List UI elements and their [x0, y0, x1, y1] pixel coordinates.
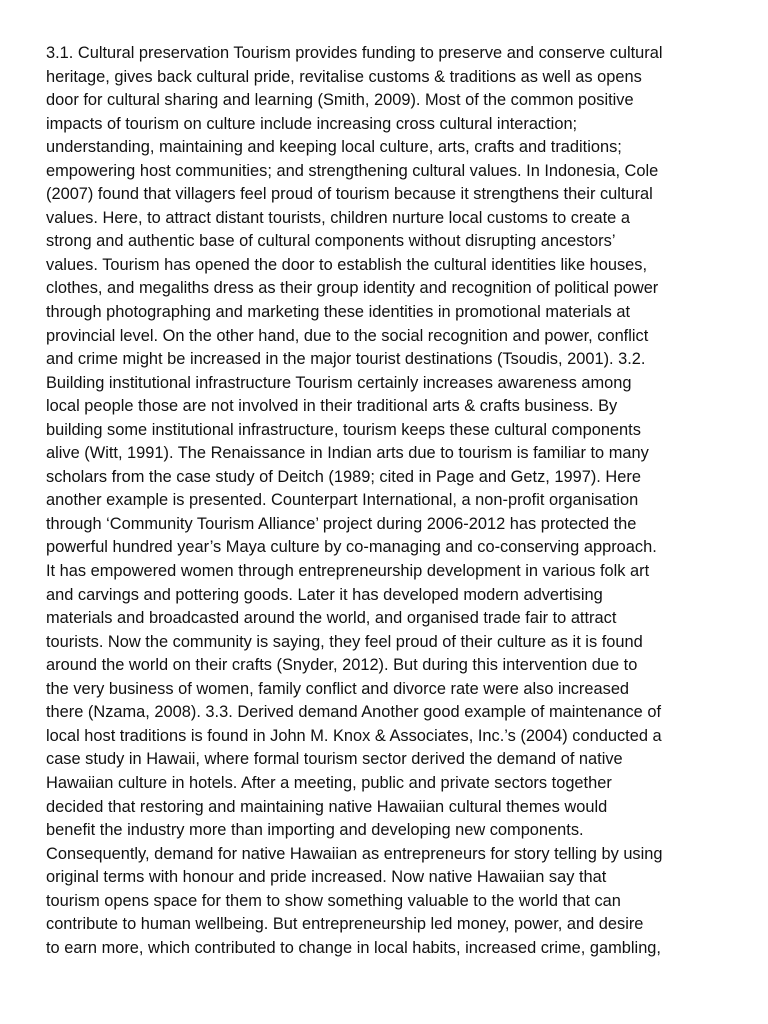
- text-line: It has empowered women through entrepreneurship development in various folk art: [46, 562, 650, 581]
- text-line: decided that restoring and maintaining native Hawaiian cultural themes would: [46, 797, 608, 816]
- text-line: values. Tourism has opened the door to establish the cultural identities like houses,: [46, 255, 648, 274]
- text-line: through ‘Community Tourism Alliance’ project during 2006-2012 has protected the: [46, 514, 637, 533]
- text-line: clothes, and megaliths dress as their group identity and recognition of political power: [46, 279, 659, 298]
- text-line: the very business of women, family conflict and divorce rate were also increased: [46, 679, 630, 698]
- text-line: through photographing and marketing these identities in promotional materials at: [46, 303, 631, 322]
- text-line: another example is presented. Counterpart International, a non-profit organisation: [46, 491, 639, 510]
- text-line: local host traditions is found in John M. Knox & Associates, Inc.’s (2004) conducted a: [46, 726, 662, 745]
- text-line: (2007) found that villagers feel proud of tourism because it strengthens their cultural: [46, 185, 653, 204]
- text-line: to earn more, which contributed to change in local habits, increased crime, gambling,: [46, 938, 661, 957]
- text-line: around the world on their crafts (Snyder, 2012). But during this intervention due to: [46, 656, 638, 675]
- text-line: scholars from the case study of Deitch (1989; cited in Page and Getz, 1997). Here: [46, 467, 641, 486]
- text-line: building some institutional infrastructure, tourism keeps these cultural components: [46, 420, 641, 439]
- text-line: values. Here, to attract distant tourists, children nurture local customs to create a: [46, 208, 630, 227]
- text-line: there (Nzama, 2008). 3.3. Derived demand Another good example of maintenance of: [46, 703, 662, 722]
- text-line: local people those are not involved in their traditional arts & crafts business. By: [46, 397, 618, 416]
- text-line: and carvings and pottering goods. Later it has developed modern advertising: [46, 585, 603, 604]
- text-line: Consequently, demand for native Hawaiian as entrepreneurs for story telling by using: [46, 844, 663, 863]
- text-line: benefit the industry more than importing and developing new components.: [46, 821, 584, 840]
- text-line: strong and authentic base of cultural components without disrupting ancestors’: [46, 232, 616, 251]
- text-line: and crime might be increased in the major tourist destinations (Tsoudis, 2001). 3.2.: [46, 350, 646, 369]
- text-line: impacts of tourism on culture include increasing cross cultural interaction;: [46, 114, 578, 133]
- text-line: empowering host communities; and strengthening cultural values. In Indonesia, Cole: [46, 161, 659, 180]
- text-line: original terms with honour and pride increased. Now native Hawaiian say that: [46, 868, 607, 887]
- text-line: tourists. Now the community is saying, they feel proud of their culture as it is found: [46, 632, 643, 651]
- text-line: materials and broadcasted around the world, and organised trade fair to attract: [46, 609, 617, 628]
- text-line: case study in Hawaii, where formal tourism sector derived the demand of native: [46, 750, 623, 769]
- text-line: heritage, gives back cultural pride, revitalise customs & traditions as well as opens: [46, 67, 642, 86]
- text-line: door for cultural sharing and learning (Smith, 2009). Most of the common positive: [46, 91, 634, 110]
- text-line: alive (Witt, 1991). The Renaissance in Indian arts due to tourism is familiar to many: [46, 444, 649, 463]
- text-line: 3.1. Cultural preservation Tourism provides funding to preserve and conserve cultural: [46, 44, 663, 62]
- text-line: provincial level. On the other hand, due to the social recognition and power, conflict: [46, 326, 649, 345]
- text-line: Hawaiian culture in hotels. After a meeting, public and private sectors together: [46, 773, 612, 792]
- text-line: understanding, maintaining and keeping local culture, arts, crafts and traditions;: [46, 138, 622, 157]
- text-line: contribute to human wellbeing. But entrepreneurship led money, power, and desire: [46, 915, 644, 934]
- body-paragraph: [46, 42, 736, 960]
- text-line: tourism opens space for them to show something valuable to the world that can: [46, 891, 621, 910]
- text-line: powerful hundred year’s Maya culture by co-managing and co-conserving approach.: [46, 538, 657, 557]
- text-line: Building institutional infrastructure Tourism certainly increases awareness among: [46, 373, 632, 392]
